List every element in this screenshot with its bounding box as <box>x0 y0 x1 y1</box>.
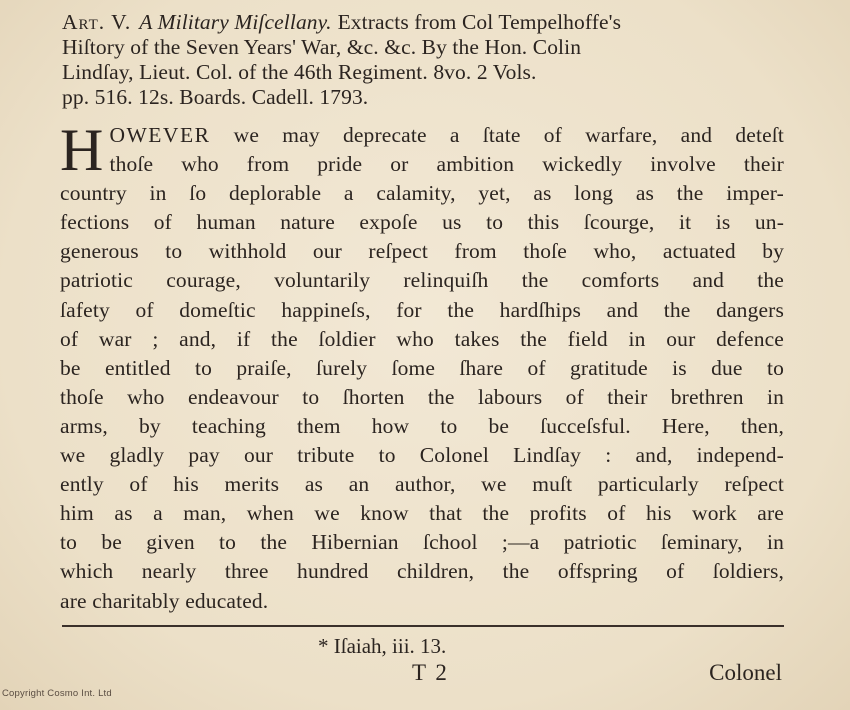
body-line: him as a man, when we know that the profits of his work are <box>60 501 784 526</box>
first-word: OWEVER <box>109 123 211 147</box>
article-heading <box>62 10 786 110</box>
book-title: A Military Miſcellany. <box>139 10 332 34</box>
body-line: of war ; and, if the ſoldier who takes the field in our defence <box>60 326 784 351</box>
body-line: to be given to the Hibernian ſchool ;—a patriotic ſeminary, in <box>60 530 784 555</box>
body-line: thoſe who from pride or ambition wickedly involve their <box>109 152 784 177</box>
signature-mark: T 2 <box>412 660 449 685</box>
body-line: ently of his merits as an author, we muſt particularly reſpect <box>60 472 784 497</box>
copyright-notice: Copyright Cosmo Int. Ltd <box>2 688 112 699</box>
body-line: generous to withhold our reſpect from thoſe who, actuated by <box>60 239 784 264</box>
body-line: be entitled to praiſe, ſurely ſome ſhare of gratitude is due to <box>60 355 784 380</box>
heading-line-1: Extracts from Col Tempelhoffe's <box>337 10 622 34</box>
heading-line-4: pp. 516. 12s. Boards. Cadell. 1793. <box>62 85 369 109</box>
heading-line-2: Hiſtory of the Seven Years' War, &c. &c. By the Hon. Colin <box>62 35 582 59</box>
article-body <box>60 117 785 616</box>
body-line: country in ſo deplorable a calamity, yet, as long as the imper- <box>60 181 784 206</box>
body-line: fections of human nature expoſe us to this ſcourge, it is un- <box>60 210 784 235</box>
body-line: we gladly pay our tribute to Colonel Lindſay : and, independ- <box>60 443 784 468</box>
footnote-rule <box>62 625 784 627</box>
drop-cap: H <box>60 117 104 183</box>
body-line-1-text: we may deprecate a ſtate of warfare, and deteſt <box>233 123 785 147</box>
body-line: ſafety of domeſtic happineſs, for the hardſhips and the dangers <box>60 297 784 322</box>
body-line: which nearly three hundred children, the offspring of ſoldiers, <box>60 559 784 584</box>
footnote: * Iſaiah, iii. 13. <box>318 634 447 658</box>
article-label: Art. V. <box>62 10 132 34</box>
body-line: arms, by teaching them how to be ſucceſsful. Here, then, <box>60 413 784 438</box>
body-line: thoſe who endeavour to ſhorten the labours of their brethren in <box>60 384 784 409</box>
body-line: patriotic courage, voluntarily relinquiſh the comforts and the <box>60 268 784 293</box>
body-line <box>60 121 784 150</box>
body-line: are charitably educated. <box>60 588 269 613</box>
heading-line-3: Lindſay, Lieut. Col. of the 46th Regiment. 8vo. 2 Vols. <box>62 60 537 84</box>
catchword: Colonel <box>709 660 782 685</box>
